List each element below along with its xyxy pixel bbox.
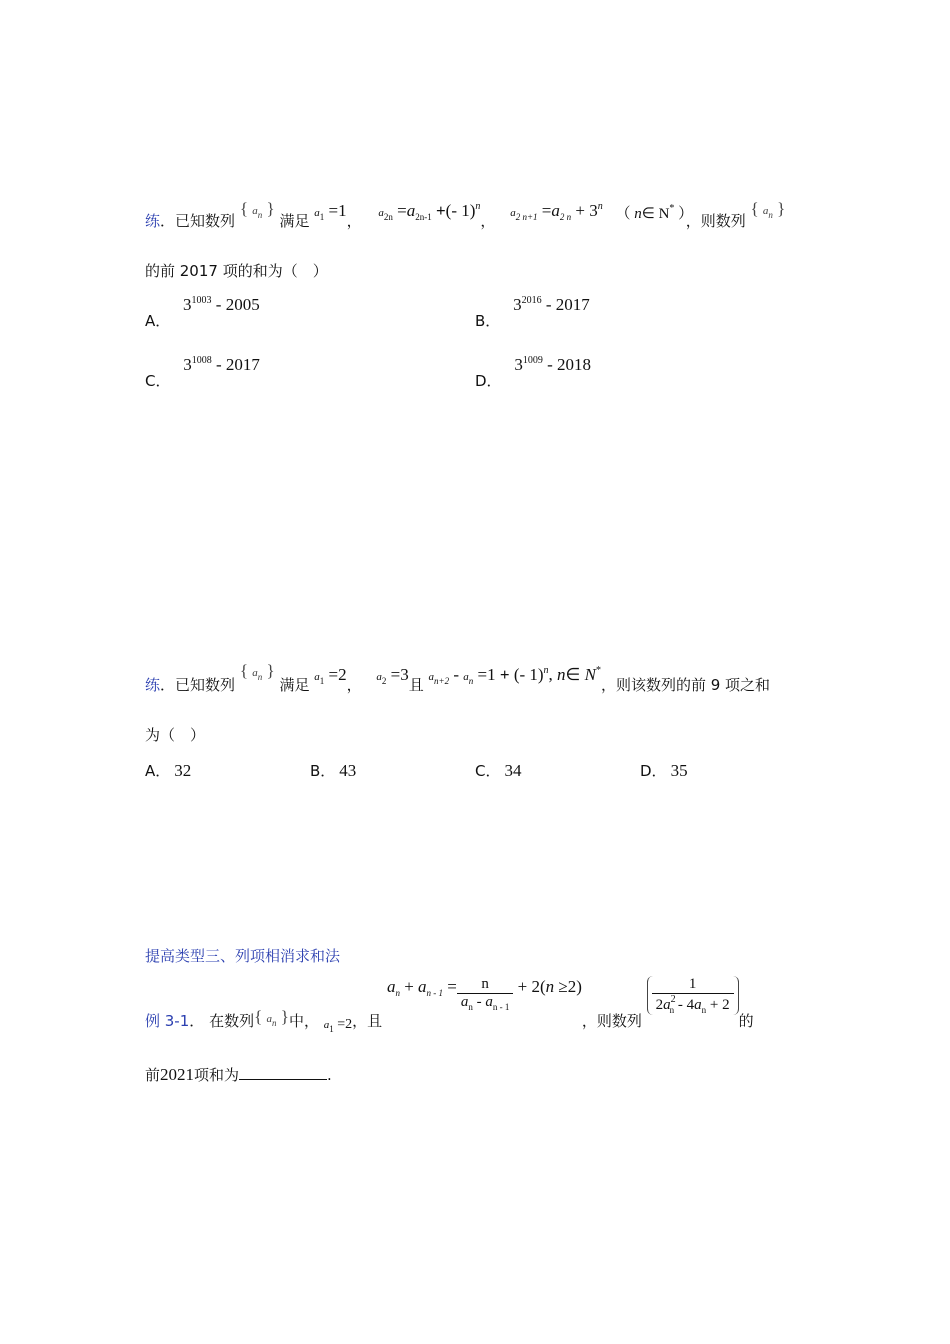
example-line1: 例 3-1． 在数列{ $a_n$ }中， $a_1 =2$，且 $a_n + a_{n - 1}$ = $\frac{n}{a_n - a_{n - 1}}$ + 2(n ≥2)，则数列 $\frac{1}{2a^2_n - 4a_n + 2}$ 的 <box>145 976 754 1034</box>
problem2-label: 练 <box>145 676 161 694</box>
formula-example-relation: $a_n + a_{n - 1}$ = $\frac{n}{a_n - a_{n - 1}}$ + 2(n ≥2) <box>386 976 582 1012</box>
formula-a1-eq-2: $a_1 =2$ <box>314 665 347 686</box>
formula-a2n1: $a_{2 n+1} =a_{2 n} + 3^n$ <box>510 201 603 222</box>
formula-a1-eq-2b: $a_1 =2$ <box>323 1016 353 1034</box>
problem1-option-a[interactable]: A． $3^{1003} - 2005$ <box>145 295 260 330</box>
answer-blank[interactable] <box>239 1065 327 1080</box>
problem2-option-c[interactable]: C． 34 <box>475 761 522 780</box>
formula-an-set: { $a_n$ } <box>239 199 275 220</box>
example-label: 例 3-1 <box>145 1011 190 1030</box>
formula-recurrence: $a_{n+2} - a_n =1$ + (- 1)$^n$, n∈ N* <box>428 665 601 686</box>
problem1-line1: 练．已知数列 { $a_n$ } 满足 $a_1 =1$， $a_{2n} =a_{2n-1}$ +(- 1)$^n$， $a_{2 n+1} =a_{2 n} + 3^n$ （ n∈ N* ），则数列 { $a_n$ } <box>145 199 786 230</box>
problem1-option-d[interactable]: D． $3^{1009} - 2018$ <box>475 355 592 390</box>
problem1-line2: 的前 2017 项的和为（ ） <box>145 262 328 280</box>
formula-a1: $a_1 =1$ <box>314 201 347 222</box>
formula-an-set-4: { $a_n$ } <box>254 1006 289 1028</box>
formula-example-sequence: $\frac{1}{2a^2_n - 4a_n + 2}$ <box>647 976 739 1015</box>
problem1-option-b[interactable]: B． $3^{2016} - 2017$ <box>475 295 590 330</box>
problem1-intro: 已知数列 <box>175 212 236 230</box>
problem2-line2: 为（ ） <box>145 726 206 744</box>
formula-an-set-2: { $a_n$ } <box>750 199 786 220</box>
problem1-label: 练 <box>145 212 161 230</box>
formula-a2n: $a_{2n} =a_{2n-1}$ +(- 1)$^n$ <box>378 201 481 222</box>
section-title: 提高类型三、列项相消求和法 <box>145 947 341 965</box>
example-line2: 前2021项和为 . <box>145 1065 332 1084</box>
problem2-line1: 练．已知数列 { $a_n$ } 满足 $a_1 =2$， $a_2 =3$且 $a_{n+2} - a_n =1$ + (- 1)$^n$, n∈ N*，则该数列的前 9 项之和 <box>145 661 771 694</box>
formula-an-set-3: { $a_n$ } <box>239 661 275 682</box>
problem1-option-c[interactable]: C． $3^{1008} - 2017$ <box>145 355 260 390</box>
problem2-option-b[interactable]: B． 43 <box>310 761 357 780</box>
problem2-option-a[interactable]: A． 32 <box>145 761 192 780</box>
formula-a2-eq-3: $a_2 =3$ <box>376 665 409 686</box>
formula-n-in-N: （ n∈ N* ） <box>615 203 686 222</box>
problem2-option-d[interactable]: D． 35 <box>640 761 688 780</box>
